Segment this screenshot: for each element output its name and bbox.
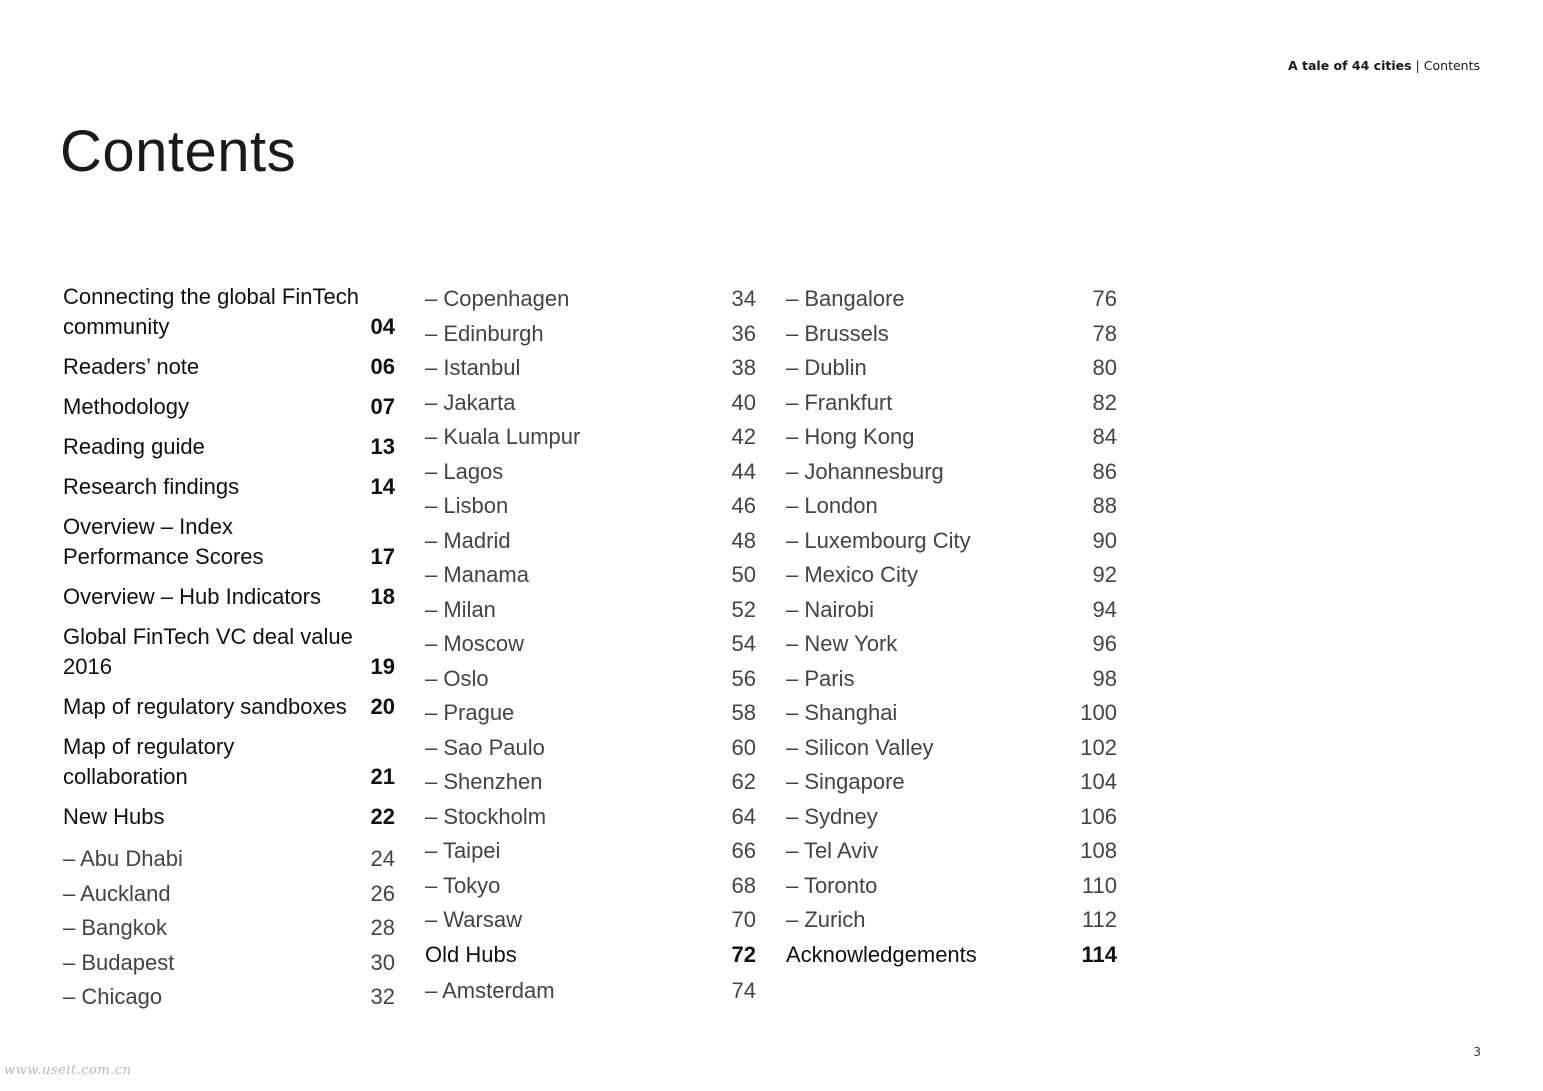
- toc-entry-label: – London: [786, 493, 878, 518]
- toc-entry-page: 76: [1092, 286, 1117, 311]
- toc-entry-label: – Dublin: [786, 355, 867, 380]
- toc-entry-page: 68: [731, 872, 756, 898]
- section-name: Contents: [1423, 58, 1480, 73]
- toc-entry-page: 78: [1092, 320, 1117, 346]
- toc-entry-page: 48: [731, 527, 756, 553]
- toc-entry-page: 32: [370, 984, 395, 1009]
- toc-city-entry[interactable]: [786, 524, 1117, 559]
- toc-entry-page: 34: [731, 286, 756, 311]
- toc-entry-page: 110: [1081, 872, 1117, 898]
- toc-entry-page: 104: [1080, 769, 1117, 794]
- toc-entry-page: 54: [731, 631, 756, 656]
- toc-section-entry[interactable]: [63, 732, 395, 792]
- toc-city-entry[interactable]: [786, 386, 1117, 421]
- toc-entry-page: 44: [731, 458, 756, 484]
- toc-city-entry[interactable]: [786, 903, 1117, 938]
- toc-city-entry[interactable]: [425, 593, 756, 628]
- toc-city-entry[interactable]: [425, 765, 756, 800]
- toc-city-entry[interactable]: [425, 903, 756, 938]
- toc-city-entry[interactable]: [63, 877, 395, 912]
- toc-city-entry[interactable]: [425, 317, 756, 352]
- toc-entry-label: – Mexico City: [786, 562, 919, 587]
- toc-entry-page: 40: [731, 389, 756, 415]
- toc-city-entry[interactable]: [63, 842, 395, 877]
- toc-city-entry[interactable]: [425, 731, 756, 766]
- toc-section-entry[interactable]: [63, 622, 395, 682]
- toc-city-entry[interactable]: [786, 834, 1117, 869]
- toc-entry-label: – Hong Kong: [786, 424, 915, 449]
- toc-entry-label: – Chicago: [63, 984, 163, 1009]
- toc-entry-page: 26: [370, 880, 395, 906]
- toc-entry-label: – Shanghai: [786, 700, 898, 725]
- toc-entry-label: – Budapest: [63, 949, 175, 975]
- toc-entry-label: – Lisbon: [425, 493, 509, 518]
- toc-city-entry[interactable]: [786, 317, 1117, 352]
- toc-entry-label: Overview – Hub Indicators: [63, 584, 321, 609]
- toc-entry-page: 64: [731, 803, 756, 829]
- toc-entry-label: Old Hubs: [425, 941, 517, 967]
- toc-entry-page: 20: [370, 694, 395, 719]
- toc-section-entry[interactable]: [63, 802, 395, 832]
- page-number: 3: [1473, 1045, 1481, 1059]
- toc-entry-label: Readers’ note: [63, 354, 200, 379]
- toc-city-entry[interactable]: [786, 627, 1117, 662]
- toc-section-entry[interactable]: [425, 940, 756, 970]
- toc-entry-label: Global FinTech VC deal value 2016: [63, 624, 353, 679]
- toc-city-entry[interactable]: [63, 946, 395, 981]
- toc-entry-page: 96: [1092, 631, 1117, 656]
- toc-entry-page: 38: [731, 355, 756, 380]
- toc-city-entry[interactable]: [425, 282, 756, 317]
- toc-entry-label: Acknowledgements: [786, 941, 977, 967]
- toc-entry-page: 50: [731, 562, 756, 587]
- toc-entry-page: 90: [1092, 527, 1117, 553]
- toc-entry-label: – Taipei: [425, 838, 501, 863]
- toc-entry-page: 06: [370, 354, 395, 379]
- toc-entry-page: 21: [370, 764, 395, 789]
- toc-entry-label: – Johannesburg: [786, 458, 944, 484]
- toc-entry-label: – Lagos: [425, 458, 504, 484]
- document-title: A tale of 44 cities: [1287, 58, 1412, 73]
- toc-city-entry[interactable]: [786, 282, 1117, 317]
- toc-entry-page: 92: [1092, 562, 1117, 587]
- toc-entry-label: Overview – Index Performance Scores: [63, 514, 264, 569]
- toc-entry-page: 98: [1092, 665, 1117, 691]
- toc-city-entry[interactable]: [786, 696, 1117, 731]
- toc-entry-label: – Sao Paulo: [425, 734, 545, 760]
- toc-entry-label: Methodology: [63, 394, 189, 419]
- toc-section-entry[interactable]: [63, 582, 395, 612]
- header-separator: |: [1415, 58, 1420, 73]
- toc-entry-label: – Auckland: [63, 880, 171, 906]
- toc-section-entry[interactable]: [63, 432, 395, 462]
- toc-city-entry[interactable]: [786, 489, 1117, 524]
- toc-entry-label: – Singapore: [786, 769, 905, 794]
- toc-entry-label: – Silicon Valley: [786, 734, 934, 760]
- toc-entry-label: – Shenzhen: [425, 769, 543, 794]
- toc-entry-label: – Nairobi: [786, 596, 875, 622]
- toc-entry-label: Research findings: [63, 474, 240, 499]
- toc-city-entry[interactable]: [63, 911, 395, 946]
- toc-city-entry[interactable]: [786, 420, 1117, 455]
- toc-city-entry[interactable]: [425, 351, 756, 386]
- toc-entry-label: – Istanbul: [425, 355, 521, 380]
- toc-city-entry[interactable]: [425, 489, 756, 524]
- toc-section-entry[interactable]: [63, 512, 395, 572]
- toc-section-entry[interactable]: [63, 392, 395, 422]
- toc-entry-label: – Amsterdam: [425, 977, 555, 1003]
- toc-entry-page: 66: [731, 838, 756, 863]
- toc-entry-label: – Brussels: [786, 320, 889, 346]
- toc-city-entry[interactable]: [786, 731, 1117, 766]
- toc-section-entry[interactable]: [63, 352, 395, 382]
- toc-section-entry[interactable]: [63, 282, 395, 342]
- toc-entry-page: 84: [1092, 424, 1117, 449]
- toc-entry-label: – Zurich: [786, 907, 866, 932]
- toc-entry-label: – Jakarta: [425, 389, 516, 415]
- toc-column-1: [63, 282, 395, 1015]
- page-title: Contents: [60, 119, 297, 184]
- toc-entry-page: 70: [731, 907, 756, 932]
- toc-city-entry[interactable]: [786, 800, 1117, 835]
- toc-city-entry[interactable]: [786, 765, 1117, 800]
- toc-entry-label: – Moscow: [425, 631, 525, 656]
- toc-entry-page: 07: [370, 394, 395, 419]
- toc-entry-label: Map of regulatory sandboxes: [63, 694, 347, 719]
- toc-city-entry[interactable]: [786, 593, 1117, 628]
- toc-entry-page: 24: [370, 846, 395, 871]
- toc-entry-page: 36: [731, 320, 756, 346]
- toc-city-entry[interactable]: [786, 662, 1117, 697]
- toc-city-entry[interactable]: [425, 420, 756, 455]
- toc-entry-label: – Bangkok: [63, 915, 167, 940]
- toc-entry-label: – Copenhagen: [425, 286, 570, 311]
- toc-city-entry[interactable]: [425, 627, 756, 662]
- toc-entry-label: New Hubs: [63, 804, 165, 829]
- toc-entry-page: 106: [1080, 803, 1117, 829]
- toc-city-entry[interactable]: [425, 974, 756, 1009]
- toc-entry-page: 112: [1081, 907, 1117, 932]
- toc-entry-label: – Abu Dhabi: [63, 846, 183, 871]
- toc-entry-page: 19: [370, 654, 395, 679]
- toc-entry-page: 82: [1092, 389, 1117, 415]
- toc-entry-page: 108: [1080, 838, 1117, 863]
- toc-entry-page: 102: [1080, 734, 1117, 760]
- toc-entry-page: 72: [731, 941, 756, 967]
- toc-city-entry[interactable]: [425, 386, 756, 421]
- toc-entry-label: – Manama: [425, 562, 529, 587]
- toc-entry-page: 13: [370, 434, 395, 459]
- toc-city-entry[interactable]: [425, 696, 756, 731]
- toc-entry-label: – Bangalore: [786, 286, 905, 311]
- toc-entry-label: – Prague: [425, 700, 515, 725]
- toc-entry-label: – Luxembourg City: [786, 527, 971, 553]
- toc-city-entry[interactable]: [425, 662, 756, 697]
- toc-entry-page: 17: [370, 544, 395, 569]
- toc-entry-page: 14: [370, 474, 395, 499]
- toc-entry-label: – Sydney: [786, 803, 878, 829]
- watermark-text: www.useit.com.cn: [4, 1063, 132, 1078]
- toc-entry-page: 28: [370, 915, 395, 940]
- toc-entry-label: – New York: [786, 631, 898, 656]
- toc-entry-label: – Frankfurt: [786, 389, 893, 415]
- toc-entry-label: Connecting the global FinTech community: [63, 284, 359, 339]
- toc-entry-page: 60: [731, 734, 756, 760]
- toc-city-entry[interactable]: [425, 800, 756, 835]
- toc-section-entry[interactable]: [63, 472, 395, 502]
- toc-entry-label: Map of regulatory collaboration: [63, 734, 235, 789]
- toc-column-2: [425, 282, 756, 1008]
- toc-city-entry[interactable]: [425, 455, 756, 490]
- toc-entry-label: Reading guide: [63, 434, 205, 459]
- toc-entry-page: 30: [370, 949, 395, 975]
- toc-entry-label: – Oslo: [425, 665, 489, 691]
- toc-entry-label: – Toronto: [786, 872, 878, 898]
- toc-section-entry[interactable]: [63, 692, 395, 722]
- toc-entry-label: – Edinburgh: [425, 320, 544, 346]
- toc-entry-page: 52: [731, 596, 756, 622]
- running-header: [1288, 58, 1480, 73]
- toc-entry-label: – Madrid: [425, 527, 511, 553]
- toc-entry-label: – Paris: [786, 665, 855, 691]
- toc-city-entry[interactable]: [425, 524, 756, 559]
- toc-city-entry[interactable]: [425, 834, 756, 869]
- toc-entry-page: 04: [370, 314, 395, 339]
- toc-entry-page: 18: [370, 584, 395, 609]
- toc-entry-page: 80: [1092, 355, 1117, 380]
- toc-city-entry[interactable]: [786, 869, 1117, 904]
- toc-entry-page: 58: [731, 700, 756, 725]
- toc-entry-page: 46: [731, 493, 756, 518]
- toc-entry-page: 74: [731, 977, 756, 1003]
- toc-entry-page: 42: [731, 424, 756, 449]
- toc-city-entry[interactable]: [425, 558, 756, 593]
- toc-entry-page: 100: [1080, 700, 1117, 725]
- toc-city-entry[interactable]: [786, 351, 1117, 386]
- toc-section-entry[interactable]: [786, 940, 1117, 970]
- toc-entry-page: 56: [731, 665, 756, 691]
- toc-entry-page: 114: [1081, 941, 1117, 967]
- toc-entry-label: – Kuala Lumpur: [425, 424, 581, 449]
- toc-entry-page: 86: [1092, 458, 1117, 484]
- toc-entry-page: 22: [370, 804, 395, 829]
- toc-entry-label: – Tel Aviv: [786, 838, 879, 863]
- toc-entry-page: 94: [1092, 596, 1117, 622]
- toc-entry-label: – Milan: [425, 596, 496, 622]
- toc-city-entry[interactable]: [786, 455, 1117, 490]
- toc-entry-page: 62: [731, 769, 756, 794]
- toc-city-entry[interactable]: [786, 558, 1117, 593]
- toc-city-entry[interactable]: [63, 980, 395, 1015]
- toc-entry-label: – Stockholm: [425, 803, 547, 829]
- toc-column-3: [786, 282, 1117, 974]
- toc-entry-label: – Tokyo: [425, 872, 501, 898]
- toc-city-entry[interactable]: [425, 869, 756, 904]
- toc-entry-label: – Warsaw: [425, 907, 522, 932]
- toc-entry-page: 88: [1092, 493, 1117, 518]
